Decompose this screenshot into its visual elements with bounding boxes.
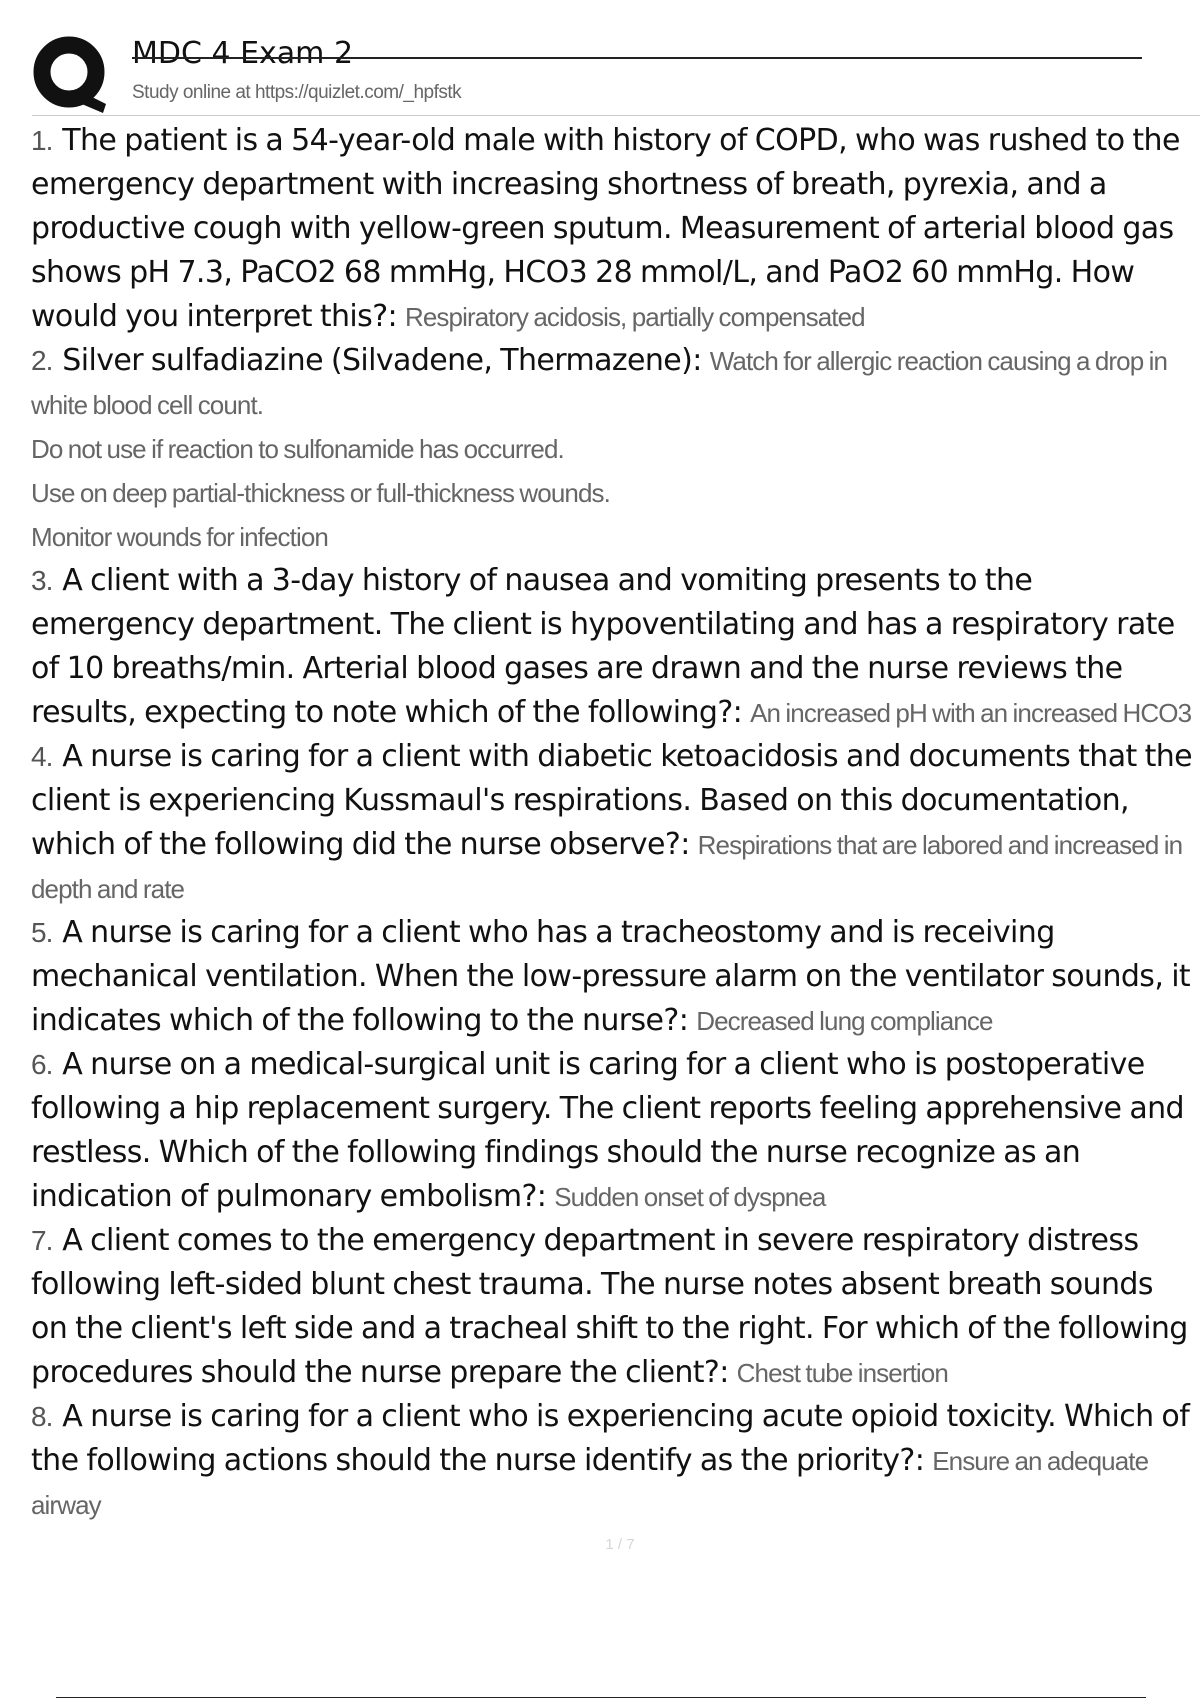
flashcard-3 xyxy=(31,559,1193,735)
header-divider xyxy=(32,115,1200,116)
card-number: 5. xyxy=(31,917,53,948)
card-number: 6. xyxy=(31,1049,53,1080)
card-number: 1. xyxy=(31,125,53,156)
quizlet-logo-icon xyxy=(32,34,112,114)
card-number: 4. xyxy=(31,741,53,772)
card-number: 3. xyxy=(31,565,53,596)
flashcard-7 xyxy=(31,1219,1193,1395)
card-answer: Chest tube insertion xyxy=(736,1358,948,1388)
card-question: A nurse is caring for a client with diabetic ketoacidosis and documents that the client is experiencing Kussmaul's respirations. Based on this documentation, which of the following did the nurse observe?: xyxy=(31,739,1193,862)
flashcard-6 xyxy=(31,1043,1193,1219)
card-answer: Sudden onset of dyspnea xyxy=(554,1182,826,1212)
flashcard-4 xyxy=(31,735,1193,911)
card-question: The patient is a 54-year-old male with history of COPD, who was rushed to the emergency department with increasing shortness of breath, pyrexia, and a productive cough with yellow-green sputum. Measurement of arterial blood gas shows pH 7.3, PaCO2 68 mmHg, HCO3 28 mmol/L, and PaO2 60 mmHg. How would you interpret this?: xyxy=(31,123,1180,334)
card-question: A client with a 3-day history of nausea and vomiting presents to the emergency department. The client is hypoventilating and has a respiratory rate of 10 breaths/min. Arterial blood gases are drawn and the nurse reviews the results, expecting to note which of the following?: xyxy=(31,563,1175,730)
study-online-link[interactable]: Study online at https://quizlet.com/_hpfstk xyxy=(132,82,462,103)
flashcard-2 xyxy=(31,339,1193,559)
page-number: 1 / 7 xyxy=(605,1536,635,1553)
flashcard-5 xyxy=(31,911,1193,1043)
card-number: 2. xyxy=(31,345,53,376)
card-answer: Respirations that are labored and increased in depth and rate xyxy=(31,830,1183,904)
footer-divider xyxy=(56,1697,1146,1698)
card-answer: Ensure an adequate airway xyxy=(31,1446,1149,1520)
card-answer: Respiratory acidosis, partially compensated xyxy=(404,302,865,332)
title-strike-rule xyxy=(132,57,1142,59)
flashcard-1 xyxy=(31,119,1193,339)
card-answer: Watch for allergic reaction causing a drop in white blood cell count. xyxy=(31,346,1168,420)
card-question: A nurse is caring for a client who has a tracheostomy and is receiving mechanical ventilation. When the low-pressure alarm on the ventilator sounds, it indicates which of the following to the nurse?: xyxy=(31,915,1191,1038)
card-answer-line: Monitor wounds for infection xyxy=(31,522,328,552)
card-answer-line: Use on deep partial-thickness or full-thickness wounds. xyxy=(31,478,610,508)
card-question: Silver sulfadiazine (Silvadene, Thermazene): xyxy=(62,343,702,378)
flashcard-list xyxy=(31,119,1193,1527)
card-question: A client comes to the emergency department in severe respiratory distress following left-sided blunt chest trauma. The nurse notes absent breath sounds on the client's left side and a tracheal shift to the right. For which of the following procedures should the nurse prepare the client?: xyxy=(31,1223,1188,1390)
card-question: A nurse is caring for a client who is experiencing acute opioid toxicity. Which of the following actions should the nurse identify as the priority?: xyxy=(31,1399,1190,1478)
card-question: A nurse on a medical-surgical unit is caring for a client who is postoperative following a hip replacement surgery. The client reports feeling apprehensive and restless. Which of the following findings should the nurse recognize as an indication of pulmonary embolism?: xyxy=(31,1047,1184,1214)
card-number: 7. xyxy=(31,1225,53,1256)
card-answer: Decreased lung compliance xyxy=(696,1006,993,1036)
document-title: MDC 4 Exam 2 xyxy=(132,36,354,71)
card-number: 8. xyxy=(31,1401,53,1432)
flashcard-8 xyxy=(31,1395,1193,1527)
card-answer: An increased pH with an increased HCO3 xyxy=(750,698,1192,728)
card-answer-line: Do not use if reaction to sulfonamide has occurred. xyxy=(31,434,564,464)
